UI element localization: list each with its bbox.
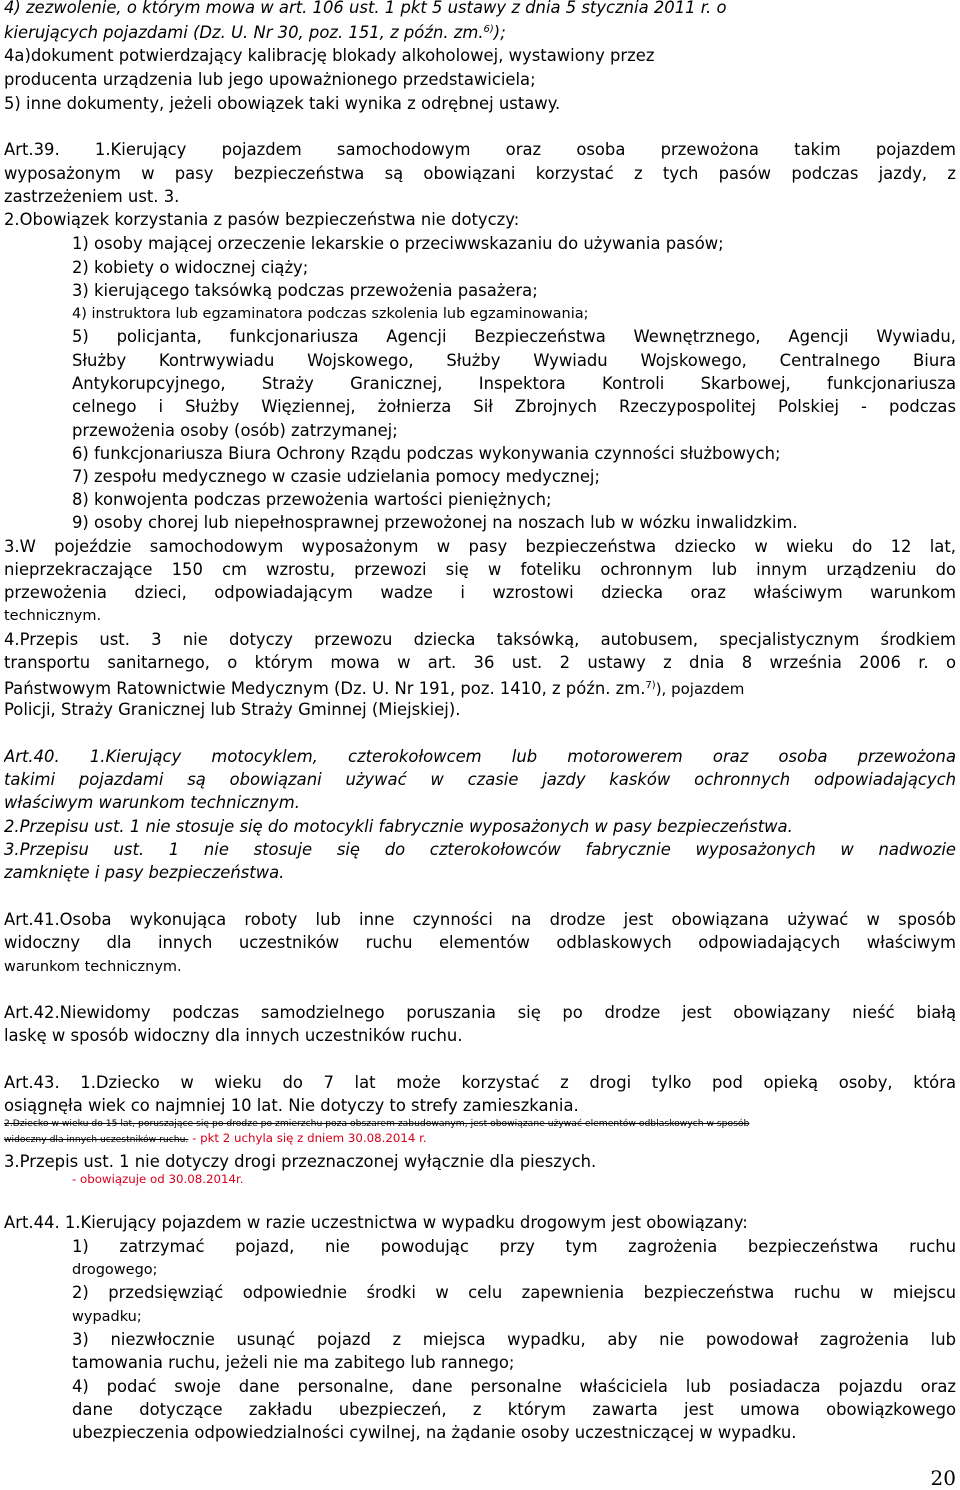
- text-line: [72, 1421, 956, 1445]
- text-line-content: 8) konwojenta podczas przewożenia wartości pieniężnych;: [72, 490, 552, 509]
- text-line: [4, 1024, 956, 1048]
- footnote-tail: );: [493, 23, 506, 42]
- text-line-content: zamknięte i pasy bezpieczeństwa.: [4, 863, 285, 882]
- text-line-content: 3) kierującego taksówką podczas przewożenia pasażera;: [72, 281, 538, 300]
- text-line: [4, 955, 956, 979]
- text-line: [72, 488, 956, 512]
- text-line: [4, 18, 956, 42]
- text-line: [4, 1094, 956, 1118]
- struck-text: widoczny dla innych uczestników ruchu.: [4, 1134, 189, 1145]
- text-line-content: 4) podać swoje dane personalne, dane personalne właściciela lub posiadacza pojazdu oraz: [72, 1377, 956, 1396]
- footnote-ref: 7): [645, 680, 656, 691]
- text-line-content: Art.44. 1.Kierujący pojazdem w razie uczestnictwa w wypadku drogowym jest obowiązany:: [4, 1213, 748, 1232]
- text-line-content: 4) instruktora lub egzaminatora podczas szkolenia lub egzaminowania;: [72, 306, 589, 322]
- text-line: [72, 1328, 956, 1352]
- page-number: 20: [930, 1466, 956, 1490]
- text-line: [4, 604, 956, 628]
- text-line: [72, 1305, 956, 1329]
- text-line: [72, 442, 956, 466]
- text-line: [4, 815, 956, 839]
- text-line-content: Policji, Straży Granicznej lub Straży Gminnej (Miejskiej).: [4, 700, 461, 719]
- text-line: [4, 162, 956, 186]
- text-line: [4, 861, 956, 885]
- text-line: [4, 535, 956, 559]
- text-line: [72, 325, 956, 349]
- text-line: [72, 511, 956, 535]
- footnote-tail: ), pojazdem: [655, 680, 745, 698]
- text-line-content: laskę w sposób widoczny dla innych uczestników ruchu.: [4, 1026, 463, 1045]
- text-line: [72, 1375, 956, 1399]
- text-line-content: 5) inne dokumenty, jeżeli obowiązek taki wynika z odrębnej ustawy.: [4, 94, 561, 113]
- text-line: [72, 256, 956, 280]
- text-line-content: przewożenia osoby (osób) zatrzymanej;: [72, 421, 398, 440]
- text-line: [4, 674, 956, 698]
- text-line: [4, 651, 956, 675]
- text-line-content: 2) przedsięwziąć odpowiednie środki w celu zapewnienia bezpieczeństwa ruchu w miejscu: [72, 1283, 956, 1302]
- text-line-content: producenta urządzenia lub jego upoważnionego przedstawiciela;: [4, 70, 536, 89]
- text-line: [72, 302, 956, 326]
- amendment-note-2: [72, 1170, 244, 1188]
- text-line: [4, 581, 956, 605]
- text-line-content: właściwym warunkom technicznym.: [4, 793, 300, 812]
- text-line-content: Art.42.Niewidomy podczas samodzielnego poruszania się po drodze jest obowiązany nieść białą: [4, 1003, 956, 1022]
- text-line-content: warunkom technicznym.: [4, 959, 182, 975]
- text-line: [4, 0, 956, 20]
- text-line-content: technicznym.: [4, 608, 102, 624]
- text-line: [4, 208, 956, 232]
- text-line-content: Antykorupcyjnego, Straży Granicznej, Inspektora Kontroli Skarbowej, funkcjonariusza: [72, 374, 956, 393]
- text-line-content: 7) zespołu medycznego w czasie udzielania pomocy medycznej;: [72, 467, 600, 486]
- text-line-content: tamowania ruchu, jeżeli nie ma zabitego lub rannego;: [72, 1353, 515, 1372]
- text-line: [4, 44, 956, 68]
- text-line-content: takimi pojazdami są obowiązani używać w czasie jazdy kasków ochronnych odpowiadających: [4, 770, 956, 789]
- text-line: [72, 1398, 956, 1422]
- text-line-content: kierujących pojazdami (Dz. U. Nr 30, poz. 151, z późn. zm.: [4, 23, 484, 42]
- text-line: [4, 838, 956, 862]
- text-line: [72, 232, 956, 256]
- text-line-content: 2.Przepisu ust. 1 nie stosuje się do motocykli fabrycznie wyposażonych w pasy bezpieczeństwa.: [4, 817, 793, 836]
- text-line: [4, 185, 956, 209]
- text-line: [72, 1235, 956, 1259]
- text-line: [4, 791, 956, 815]
- text-line-content: dane dotyczące zakładu ubezpieczeń, z którym zawarta jest umowa obowiązkowego: [72, 1400, 956, 1419]
- text-line-content: nieprzekraczające 150 cm wzrostu, przewozi się w foteliku ochronnym lub innym urządzeniu do: [4, 560, 956, 579]
- text-line: [72, 465, 956, 489]
- text-line: [4, 1071, 956, 1095]
- text-line-content: 1) osoby mającej orzeczenie lekarskie o przeciwwskazaniu do używania pasów;: [72, 234, 724, 253]
- text-line-content: 9) osoby chorej lub niepełnosprawnej przewożonej na noszach lub w wózku inwalidzkim.: [72, 513, 798, 532]
- text-line: [72, 1351, 956, 1375]
- amendment-note-text: - obowiązuje od 30.08.2014r.: [72, 1172, 244, 1186]
- text-line-content: 2) kobiety o widocznej ciąży;: [72, 258, 309, 277]
- text-line-content: wypadku;: [72, 1309, 142, 1325]
- text-line-content: 3.W pojeździe samochodowym wyposażonym w pasy bezpieczeństwa dziecko w wieku do 12 lat,: [4, 537, 956, 556]
- text-line-content: zastrzeżeniem ust. 3.: [4, 187, 180, 206]
- text-line-content: 6) funkcjonariusza Biura Ochrony Rządu podczas wykonywania czynności służbowych;: [72, 444, 781, 463]
- text-line: [72, 1281, 956, 1305]
- text-line: [4, 558, 956, 582]
- text-line: [4, 68, 956, 92]
- text-line-content: ubezpieczenia odpowiedzialności cywilnej, na żądanie osoby uczestniczącej w wypadku.: [72, 1423, 797, 1442]
- text-line: [72, 419, 956, 443]
- text-line: [4, 768, 956, 792]
- text-line-content: Państwowym Ratownictwie Medycznym (Dz. U. Nr 191, poz. 1410, z późn. zm.: [4, 679, 646, 698]
- text-line-content: 3) niezwłocznie usunąć pojazd z miejsca wypadku, aby nie powodował zagrożenia lub: [72, 1330, 956, 1349]
- text-line-content: Służby Kontrwywiadu Wojskowego, Służby Wywiadu Wojskowego, Centralnego Biura: [72, 351, 956, 370]
- text-line-content: przewożenia dzieci, odpowiadającym wadze i wzrostowi dziecka oraz właściwym warunkom: [4, 583, 956, 602]
- text-line: [4, 92, 956, 116]
- text-line-content: 4a)dokument potwierdzający kalibrację blokady alkoholowej, wystawiony przez: [4, 46, 655, 65]
- struck-paragraph-line-2: [4, 1129, 427, 1145]
- text-line-content: transportu sanitarnego, o którym mowa w art. 36 ust. 2 ustawy z dnia 8 września 2006 r. o: [4, 653, 956, 672]
- text-line-content: 3.Przepisu ust. 1 nie stosuje się do czterokołowców fabrycznie wyposażonych w nadwozie: [4, 840, 956, 859]
- text-line: [4, 628, 956, 652]
- struck-text: 2.Dziecko w wieku do 15 lat, poruszające się po drodze po zmierzchu poza obszarem zabudowanym, jest obowiązane używać elementów odblaskowych w sposób: [4, 1118, 750, 1129]
- text-line-content: Art.43. 1.Dziecko w wieku do 7 lat może korzystać z drogi tylko pod opieką osoby, która: [4, 1073, 956, 1092]
- text-line-content: 4.Przepis ust. 3 nie dotyczy przewozu dziecka taksówką, autobusem, specjalistycznym środkiem: [4, 630, 956, 649]
- text-line: [72, 372, 956, 396]
- text-line: [4, 1211, 956, 1235]
- text-line: [4, 908, 956, 932]
- text-line: [72, 279, 956, 303]
- text-line: [72, 349, 956, 373]
- text-line: [72, 395, 956, 419]
- text-line: [72, 1258, 956, 1282]
- footnote-ref: 6): [483, 24, 494, 35]
- text-line-content: Art.40. 1.Kierujący motocyklem, czterokołowcem lub motorowerem oraz osoba przewożona: [4, 747, 956, 766]
- text-line-content: 3.Przepis ust. 1 nie dotyczy drogi przeznaczonej wyłącznie dla pieszych.: [4, 1152, 597, 1171]
- text-line: [4, 138, 956, 162]
- amendment-note: - pkt 2 uchyla się z dniem 30.08.2014 r.: [188, 1131, 427, 1145]
- text-line-content: 2.Obowiązek korzystania z pasów bezpieczeństwa nie dotyczy:: [4, 210, 520, 229]
- text-line: [4, 698, 956, 722]
- text-line-content: wyposażonym w pasy bezpieczeństwa są obowiązani korzystać z tych pasów podczas jazdy, z: [4, 164, 956, 183]
- text-line: [4, 745, 956, 769]
- text-line-content: drogowego;: [72, 1262, 158, 1278]
- text-line-content: 1) zatrzymać pojazd, nie powodując przy tym zagrożenia bezpieczeństwa ruchu: [72, 1237, 956, 1256]
- text-line-content: osiągnęła wiek co najmniej 10 lat. Nie dotyczy to strefy zamieszkania.: [4, 1096, 579, 1115]
- text-line: [4, 1001, 956, 1025]
- text-line: [4, 931, 956, 955]
- text-line-content: widoczny dla innych uczestników ruchu elementów odblaskowych odpowiadających właściwym: [4, 933, 956, 952]
- text-line-content: Art.41.Osoba wykonująca roboty lub inne czynności na drodze jest obowiązana używać w sposób: [4, 910, 956, 929]
- text-line-content: celnego i Służby Więziennej, żołnierza Sił Zbrojnych Rzeczypospolitej Polskiej - podczas: [72, 397, 956, 416]
- text-line-content: 4) zezwolenie, o którym mowa w art. 106 ust. 1 pkt 5 ustawy z dnia 5 stycznia 2011 r. o: [4, 0, 727, 17]
- text-line-content: Art.39. 1.Kierujący pojazdem samochodowym oraz osoba przewożona takim pojazdem: [4, 140, 956, 159]
- text-line-content: 5) policjanta, funkcjonariusza Agencji Bezpieczeństwa Wewnętrznego, Agencji Wywiadu,: [72, 327, 956, 346]
